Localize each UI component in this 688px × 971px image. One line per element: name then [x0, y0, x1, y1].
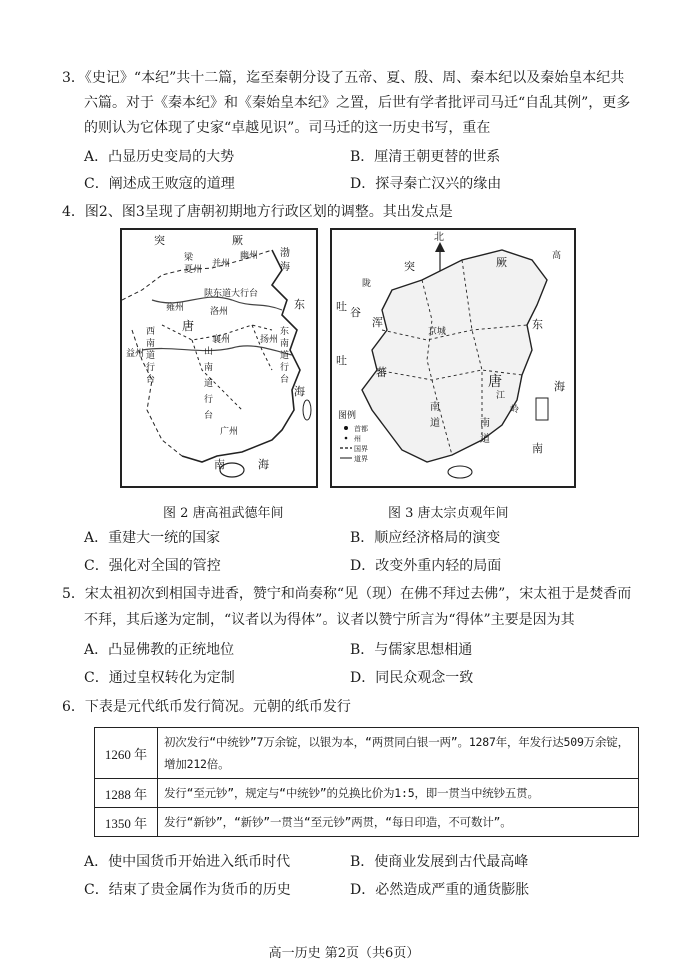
- svg-text:唐: 唐: [182, 319, 195, 333]
- q6-option-b[interactable]: B．使商业发展到古代最高峰: [350, 854, 529, 870]
- svg-text:东: 东: [294, 298, 305, 311]
- svg-text:道: 道: [480, 434, 490, 445]
- svg-text:襄州: 襄州: [212, 335, 231, 345]
- svg-text:厥: 厥: [496, 256, 507, 269]
- svg-text:唐: 唐: [488, 374, 502, 390]
- svg-text:道: 道: [146, 351, 156, 361]
- q5-line-1: 5．宋太祖初次到相国寺进香，赞宁和尚奏称“见（现）在佛不拜过去佛”，宋太祖于是焚香而: [62, 586, 632, 602]
- table-row: [95, 779, 639, 808]
- map-3-drawing: [332, 230, 574, 486]
- svg-text:梁: 梁: [184, 253, 194, 263]
- q3-line-3: 的则认为它体现了史家“卓越见识”。司马迁的这一历史书写，重在: [84, 120, 491, 136]
- svg-text:南: 南: [146, 339, 156, 349]
- svg-text:海: 海: [258, 458, 269, 471]
- q6-option-a[interactable]: A．使中国货币开始进入纸币时代: [84, 854, 291, 870]
- svg-text:陕东道大行台: 陕东道大行台: [204, 289, 259, 299]
- map-2-caption: 图 2 唐高祖武德年间: [163, 506, 284, 521]
- svg-text:京城: 京城: [428, 327, 447, 337]
- svg-text:南: 南: [480, 418, 490, 429]
- svg-text:台: 台: [204, 411, 214, 421]
- svg-text:道界: 道界: [354, 455, 368, 463]
- svg-text:东: 东: [532, 318, 543, 331]
- svg-text:吐: 吐: [336, 354, 347, 367]
- svg-text:西: 西: [146, 327, 156, 337]
- svg-text:江: 江: [496, 391, 506, 401]
- svg-text:并州: 并州: [212, 259, 231, 269]
- svg-text:洛州: 洛州: [210, 307, 229, 317]
- q3-option-a[interactable]: A．凸显历史变局的大势: [84, 149, 235, 165]
- svg-text:台: 台: [280, 375, 290, 385]
- q3-line-1: 3．《史记》“本纪”共十二篇，迄至秦朝分设了五帝、夏、殷、周、秦本纪以及秦始皇本纪共: [62, 70, 625, 86]
- svg-text:山: 山: [204, 347, 214, 357]
- q5-option-c[interactable]: C．通过皇权转化为定制: [84, 670, 235, 686]
- q5-option-a[interactable]: A．凸显佛教的正统地位: [84, 642, 235, 658]
- svg-text:台: 台: [146, 375, 156, 385]
- q4-option-d[interactable]: D．改变外重内轻的局面: [350, 558, 502, 574]
- map3-legend: [340, 424, 368, 463]
- svg-text:蕃: 蕃: [376, 366, 387, 379]
- svg-text:道: 道: [204, 379, 214, 389]
- svg-text:东: 东: [280, 327, 290, 337]
- svg-text:行: 行: [280, 363, 290, 373]
- svg-text:高: 高: [552, 251, 562, 261]
- svg-text:海: 海: [554, 380, 565, 393]
- map-figure-3: [330, 228, 576, 488]
- svg-text:南: 南: [532, 442, 543, 455]
- map-3-caption: 图 3 唐太宗贞观年间: [388, 506, 509, 521]
- table-row: [95, 808, 639, 837]
- svg-text:州: 州: [354, 435, 361, 443]
- svg-text:夏州: 夏州: [184, 265, 203, 275]
- svg-text:南: 南: [280, 339, 290, 349]
- q4-option-b[interactable]: B．顺应经济格局的演变: [350, 530, 501, 546]
- page-footer: 高一历史 第2页（共6页）: [268, 946, 420, 961]
- q6-option-d[interactable]: D．必然造成严重的通货膨胀: [350, 882, 530, 898]
- row-text: 发行“至元钞”，规定与“中统钞”的兑换比价为1:5，即一贯当中统钞五贯。: [158, 779, 639, 808]
- svg-text:渤: 渤: [280, 248, 290, 259]
- q3-option-d[interactable]: D．探寻秦亡汉兴的缘由: [350, 176, 502, 192]
- svg-text:突: 突: [404, 260, 415, 273]
- map-2-drawing: [122, 230, 316, 486]
- svg-text:谷: 谷: [350, 306, 361, 319]
- svg-text:首都: 首都: [354, 425, 368, 433]
- q6-option-c[interactable]: C．结束了贵金属作为货币的历史: [84, 882, 291, 898]
- svg-text:幽州: 幽州: [240, 251, 259, 261]
- q5-option-d[interactable]: D．同民众观念一致: [350, 670, 474, 686]
- q3-option-c[interactable]: C．阐述成王败寇的道理: [84, 176, 235, 192]
- svg-text:吐: 吐: [336, 300, 347, 313]
- paper-money-table: [94, 727, 639, 837]
- q3-line-2: 六篇。对于《秦本纪》和《秦始皇本纪》之置，后世有学者批评司马迁“自乱其例”，更多: [84, 95, 631, 111]
- svg-text:道: 道: [430, 418, 440, 429]
- table-row: [95, 728, 639, 779]
- svg-text:扬州: 扬州: [260, 335, 279, 345]
- map-figure-2: [120, 228, 318, 488]
- row-text: 发行“新钞”，“新钞”一贯当“至元钞”两贯，“每日印造，不可数计”。: [158, 808, 639, 837]
- q5-line-2: 不拜，其后遂为定制，“议者以为得体”。议者以赞宁所言为“得体”主要是因为其: [84, 612, 575, 628]
- row-text: 初次发行“中统钞”7万余锭，以银为本，“两贯同白银一两”。1287年，年发行达509万余锭，增加212倍。: [158, 728, 639, 779]
- svg-text:广州: 广州: [220, 427, 239, 437]
- svg-text:道: 道: [280, 351, 290, 361]
- svg-text:浑: 浑: [372, 316, 383, 329]
- svg-text:岭: 岭: [510, 405, 520, 415]
- map2-label-tu: 突: [154, 234, 165, 247]
- q4-option-a[interactable]: A．重建大一统的国家: [84, 530, 221, 546]
- svg-text:国界: 国界: [354, 445, 368, 453]
- svg-text:行: 行: [204, 395, 214, 405]
- svg-text:益州: 益州: [126, 349, 145, 359]
- svg-text:海: 海: [294, 385, 305, 398]
- svg-text:雍州: 雍州: [166, 303, 185, 313]
- q4-option-c[interactable]: C．强化对全国的管控: [84, 558, 221, 574]
- row-year: 1350 年: [95, 808, 158, 837]
- map2-label-jue: 厥: [232, 234, 243, 247]
- svg-text:陇: 陇: [362, 279, 372, 289]
- svg-text:南: 南: [430, 402, 440, 413]
- svg-text:南: 南: [204, 363, 214, 373]
- svg-text:北: 北: [434, 232, 444, 243]
- svg-text:南: 南: [214, 458, 225, 471]
- svg-text:图例: 图例: [338, 411, 357, 421]
- q6-stem: 6．下表是元代纸币发行简况。元朝的纸币发行: [62, 699, 351, 715]
- row-year: 1260 年: [95, 728, 158, 779]
- svg-text:海: 海: [280, 262, 290, 273]
- q5-option-b[interactable]: B．与儒家思想相通: [350, 642, 473, 658]
- svg-text:行: 行: [146, 363, 156, 373]
- q3-option-b[interactable]: B．厘清王朝更替的世系: [350, 149, 501, 165]
- q4-stem: 4．图2、图3呈现了唐朝初期地方行政区划的调整。其出发点是: [62, 204, 453, 220]
- row-year: 1288 年: [95, 779, 158, 808]
